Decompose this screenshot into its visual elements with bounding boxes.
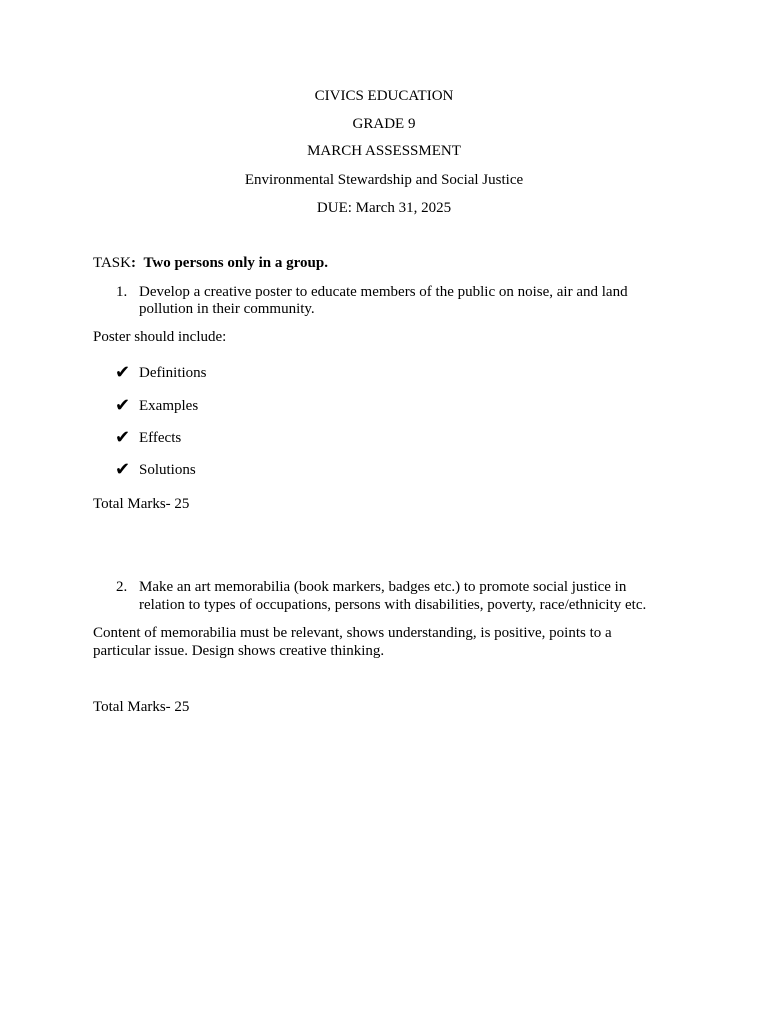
checklist-item: [115, 362, 207, 383]
item-1-total-marks: Total Marks- 25: [93, 496, 190, 512]
item-1-text-line-2: pollution in their community.: [139, 301, 315, 317]
checklist-item: [115, 459, 196, 480]
check-mark-icon: ✔: [115, 362, 131, 383]
task-instruction: Two persons only in a group.: [143, 255, 328, 271]
due-date: DUE: March 31, 2025: [316, 200, 452, 216]
poster-intro: Poster should include:: [93, 329, 227, 345]
assessment-heading: MARCH ASSESSMENT: [307, 143, 461, 159]
memorabilia-content-line-2: particular issue. Design shows creative thinking.: [93, 643, 385, 659]
checklist-label: Definitions: [139, 365, 207, 381]
subject-heading: CIVICS EDUCATION: [314, 88, 454, 104]
item-2-text-line-2: relation to types of occupations, persons with disabilities, poverty, race/ethnicity etc.: [139, 597, 647, 613]
grade-heading: GRADE 9: [352, 116, 416, 132]
task-colon: :: [130, 255, 136, 271]
item-1-number: 1.: [116, 284, 128, 300]
checklist-label: Examples: [139, 398, 199, 414]
check-mark-icon: ✔: [115, 459, 131, 480]
topic-heading: Environmental Stewardship and Social Justice: [244, 172, 524, 188]
task-line: [93, 254, 328, 272]
memorabilia-content-line-1: Content of memorabilia must be relevant, shows understanding, is positive, points to a: [93, 625, 612, 641]
item-2-number: 2.: [116, 579, 128, 595]
checklist-label: Effects: [139, 430, 182, 446]
check-mark-icon: ✔: [115, 427, 131, 448]
checklist-item: [115, 427, 182, 448]
task-label: TASK: [93, 255, 131, 271]
checklist-label: Solutions: [139, 462, 196, 478]
checklist-item: [115, 395, 199, 416]
item-2-text-line-1: Make an art memorabilia (book markers, badges etc.) to promote social justice in: [139, 579, 627, 595]
item-2-total-marks: Total Marks- 25: [93, 699, 190, 715]
check-mark-icon: ✔: [115, 395, 131, 416]
item-1-text-line-1: Develop a creative poster to educate members of the public on noise, air and land: [139, 284, 628, 300]
